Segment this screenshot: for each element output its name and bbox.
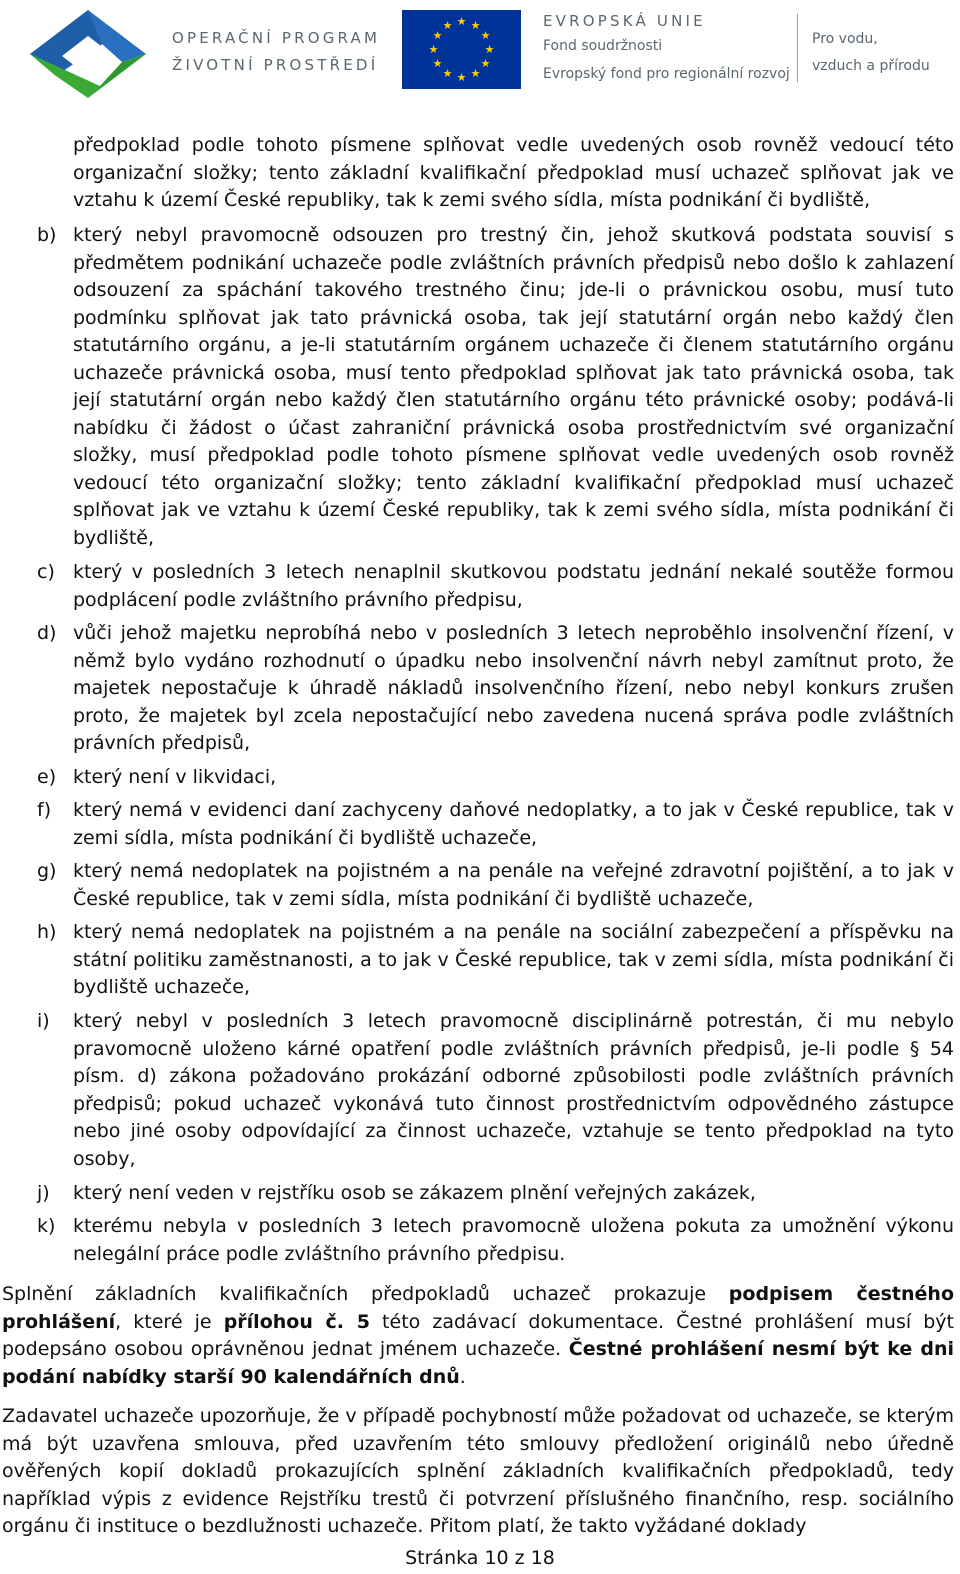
para-bold: přílohou č. 5 (223, 1310, 370, 1333)
list-letter: c) (37, 561, 55, 583)
svg-text:★: ★ (428, 43, 439, 56)
eu-flag-icon (402, 10, 521, 89)
list-letter: i) (37, 1010, 50, 1032)
list-text: vůči jehož majetku neprobíhá nebo v posledních 3 letech neproběhlo insolvenční řízení, v němž bylo vydáno rozhodnutí o úpadku nebo insolvenční návrh nebyl zamítnut proto, že majetek nepostačuje k úhradě nákladů insolvenčního řízení, nebo nebyl konkurs zrušen proto, že majetek byl zcela nepostačující nebo zavedena nucená správa podle zvláštních právních předpisů, (73, 622, 954, 754)
declaration-paragraph (2, 1281, 954, 1391)
opzp-line-2: ŽIVOTNÍ PROSTŘEDÍ (172, 56, 379, 74)
para-bold: Čestné prohlášení nesmí být ke dni podání nabídky starší 90 kalendářních dnů (2, 1338, 954, 1388)
opzp-logo-icon (26, 2, 152, 98)
para-text: , které je (115, 1310, 224, 1333)
list-text: který v posledních 3 letech nenaplnil skutkovou podstatu jednání nekalé soutěže formou podplácení podle zvláštního právního předpisu, (73, 561, 954, 611)
svg-text:★: ★ (432, 29, 443, 42)
header-divider (797, 14, 798, 82)
para-bold: podpisem čestného prohlášení (2, 1283, 954, 1333)
para-text: této zadávací dokumentace. Čestné prohlášení musí být podepsáno osobou oprávněnou jednat jménem uchazeče. (2, 1310, 954, 1360)
list-text: který není veden v rejstříku osob se zákazem plnění veřejných zakázek, (73, 1182, 756, 1204)
svg-text:★: ★ (484, 43, 495, 56)
list-letter: g) (37, 860, 57, 882)
list-letter: e) (37, 766, 57, 788)
svg-text:★: ★ (470, 19, 481, 32)
list-letter: d) (37, 622, 57, 644)
eu-title: EVROPSKÁ UNIE (543, 12, 706, 30)
list-text: který nemá v evidenci daní zachyceny daňové nedoplatky, a to jak v České republice, tak v zemi sídla, místa podnikání či bydliště uchazeče, (73, 799, 954, 849)
list-text: který nebyl v posledních 3 letech pravomocně disciplinárně potrestán, či mu nebylo pravomocně uloženo kárné opatření podle zvláštních právních předpisů, je-li podle § 54 písm. d) zákona požadováno prokázání odborné způsobilosti podle zvláštních právních předpisů; pokud uchazeč vykonává tuto činnost prostřednictvím odpovědného zástupce nebo jiné osoby odpovídající za činnost uchazeče, vztahuje se tento předpoklad na tyto osoby, (73, 1010, 954, 1170)
eu-fund-2: Evropský fond pro regionální rozvoj (543, 66, 790, 82)
svg-text:★: ★ (470, 67, 481, 80)
svg-text:★: ★ (432, 57, 443, 70)
list-text: který nebyl pravomocně odsouzen pro trestný čin, jehož skutková podstata souvisí s předmětem podnikání uchazeče podle zvláštních právních předpisů nebo došlo k zahlazení odsouzení za spáchání takového trestného činu; jde-li o právnickou osobu, musí tuto podmínku splňovat jak tato právnická osoba, tak její statutární orgán nebo každý člen statutárního orgánu, a je-li statutárním orgánem uchazeče či členem statutárního orgánu uchazeče právnická osoba, musí tento předpoklad splňovat jak tato právnická osoba, tak její statutární orgán nebo každý člen statutárního orgánu této právnické osoby; podává-li nabídku či žádost o účast zahraniční právnická osoba prostřednictvím své organizační složky, musí předpoklad podle tohoto písmene splňovat vedle uvedených osob rovněž vedoucí této organizační složky; tento základní kvalifikační předpoklad musí uchazeč splňovat jak ve vztahu k území České republiky, tak k zemi svého sídla, místa podnikání či bydliště, (73, 224, 954, 549)
eu-fund-1: Fond soudržnosti (543, 38, 663, 54)
para-text: . (459, 1365, 466, 1388)
list-letter: k) (37, 1215, 56, 1237)
opzp-line-1: OPERAČNÍ PROGRAM (172, 29, 381, 47)
svg-text:★: ★ (456, 15, 467, 28)
svg-text:★: ★ (456, 71, 467, 84)
svg-text:★: ★ (480, 29, 491, 42)
notice-paragraph: Zadavatel uchazeče upozorňuje, že v případě pochybností může požadovat od uchazeče, se kterým má být uzavřena smlouva, před uzavřením této smlouvy předložení originálů nebo úředně ověřených kopií dokladů prokazujících splnění základních kvalifikačních předpokladů, tedy například výpis z evidence Rejstříku trestů či potvrzení příslušného finančního, resp. sociálního orgánu či instituce o bezdlužnosti uchazeče. Přitom platí, že takto vyžádané doklady (2, 1405, 954, 1537)
para-text: Splnění základních kvalifikačních předpokladů uchazeč prokazuje (2, 1283, 729, 1305)
continuation-text: předpoklad podle tohoto písmene splňovat vedle uvedených osob rovněž vedoucí této organizační složky; tento základní kvalifikační předpoklad musí uchazeč splňovat jak ve vztahu k území České republiky, tak k zemi svého sídla, místa podnikání či bydliště, (73, 134, 954, 211)
svg-text:★: ★ (442, 67, 453, 80)
list-letter: f) (37, 799, 52, 821)
slogan-line-1: Pro vodu, (812, 31, 878, 47)
list-text: který není v likvidaci, (73, 766, 277, 788)
slogan-line-2: vzduch a přírodu (812, 58, 930, 74)
list-letter: j) (37, 1182, 50, 1204)
list-letter: h) (37, 921, 57, 943)
svg-text:★: ★ (480, 57, 491, 70)
slogan (812, 26, 930, 80)
list-letter: b) (37, 224, 57, 246)
page-header (0, 0, 960, 100)
list-text: který nemá nedoplatek na pojistném a na penále na sociální zabezpečení a příspěvku na státní politiku zaměstnanosti, a to jak v České republice, tak v zemi sídla, místa podnikání či bydliště uchazeče, (73, 921, 954, 998)
svg-text:★: ★ (442, 19, 453, 32)
list-text: kterému nebyla v posledních 3 letech pravomocně uložena pokuta za umožnění výkonu nelegální práce podle zvláštního právního předpisu. (73, 1215, 954, 1265)
opzp-program-name (172, 25, 380, 79)
list-text: který nemá nedoplatek na pojistném a na penále na veřejné zdravotní pojištění, a to jak v České republice, tak v zemi sídla, místa podnikání či bydliště uchazeče, (73, 860, 954, 910)
page-number: Stránka 10 z 18 (405, 1547, 555, 1569)
eu-branding (543, 10, 790, 88)
